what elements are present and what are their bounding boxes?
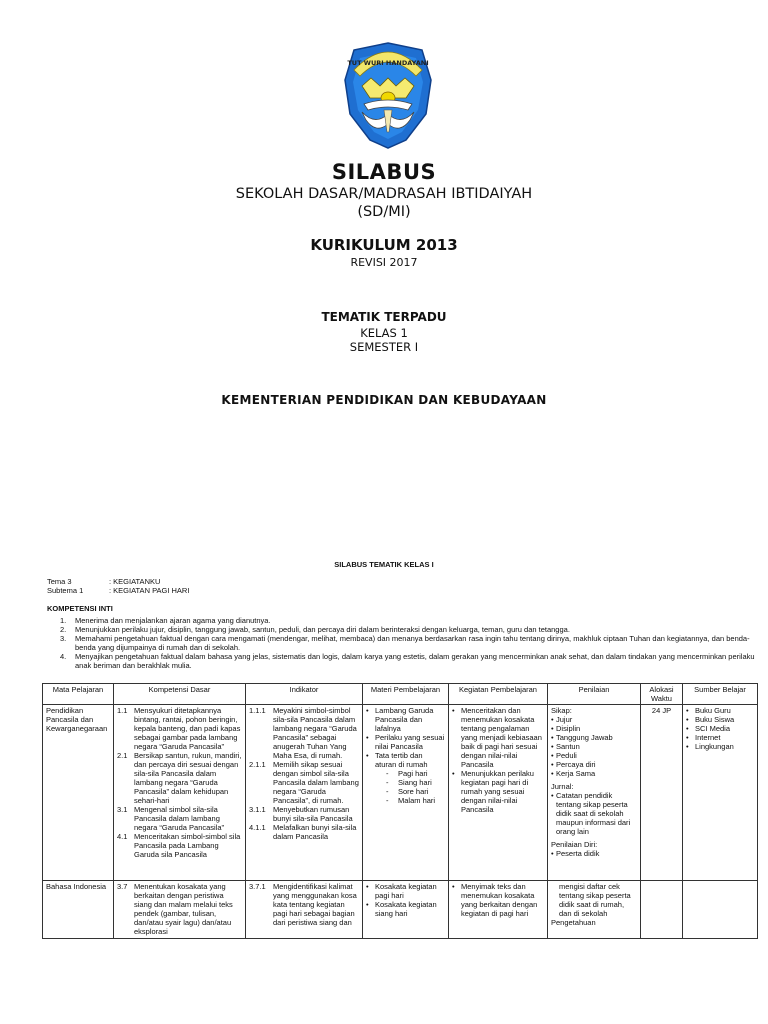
cell-indicator (246, 881, 363, 939)
cover-title: SILABUS (331, 160, 437, 184)
sikap-text: Kerja Sama (556, 769, 596, 778)
grade: KELAS 1 (360, 326, 408, 340)
sikap-text: Tanggung Jawab (556, 733, 613, 742)
diri-subtext: mengisi daftar cek tentang sikap peserta didik saat di rumah, dan di sekolah (559, 882, 631, 918)
bullet-icon: • (366, 751, 369, 760)
sikap-item (551, 769, 637, 778)
sumber-item (686, 733, 754, 742)
kegiatan-text: Menyimak teks dan menemukan kosakata yang berkaitan dengan kegiatan di pagi hari (461, 882, 538, 918)
materi-subtext: Malam hari (398, 796, 436, 805)
ki-num: 2. (60, 625, 67, 634)
bullet-icon: • (366, 900, 369, 909)
th-penilaian: Penilaian (548, 684, 641, 705)
dash-icon: - (386, 796, 389, 805)
materi-item (366, 882, 445, 900)
materi-item (366, 706, 445, 733)
kegiatan-item (452, 769, 544, 814)
ki-text: Memahami pengetahuan faktual dengan cara mengamati (mendengar, melihat, membaca) dan menanya berdasarkan rasa ingin tahu tentang dirinya, makhluk ciptaan Tuhan dan kegiatannya, dan benda-benda yang dijumpainya di rumah dan di sekolah. (75, 634, 750, 652)
indicator-item (249, 805, 359, 823)
dash-icon: - (386, 769, 389, 778)
ministry: KEMENTERIAN PENDIDIKAN DAN KEBUDAYAAN (221, 393, 547, 407)
bullet-icon: • (551, 715, 554, 724)
meta-value: : KEGIATAN PAGI HARI (109, 586, 190, 595)
materi-item (366, 733, 445, 751)
indent-spacer (551, 882, 559, 918)
kd-text: Menentukan kosakata yang berkaitan dengan peristiwa siang dan malam melalui teks pendek (gambar, tulisan, dan/atau syair lagu) dan/atau eksplorasi (134, 882, 233, 936)
bullet-icon: • (551, 849, 554, 858)
school-abbr: (SD/MI) (357, 204, 411, 220)
sikap-item (551, 751, 637, 760)
kd-num: 3.7 (117, 882, 128, 891)
kd-text: Mensyukuri ditetapkannya bintang, rantai, pohon beringin, kepala banteng, dan padi kapas sebagai gambar pada lambang negara “Garuda Pancasila” (134, 706, 241, 751)
diri-text: Peserta didik (556, 849, 600, 858)
th-subject: Mata Pelajaran (43, 684, 114, 705)
materi-item (366, 900, 445, 918)
bullet-icon: • (551, 742, 554, 751)
kd-num: 1.1 (117, 706, 128, 715)
cell-materi (363, 705, 449, 881)
sikap-text: Santun (556, 742, 580, 751)
theme-title: TEMATIK TERPADU (321, 310, 447, 324)
kegiatan-item (452, 882, 544, 918)
bullet-icon: • (366, 882, 369, 891)
cell-materi (363, 881, 449, 939)
sumber-text: SCI Media (695, 724, 731, 733)
materi-subtext: Pagi hari (398, 769, 428, 778)
syllabus-table (42, 683, 758, 939)
sikap-label: Sikap: (551, 706, 572, 715)
indicator-text: Memilih sikap sesuai dengan simbol sila-sila Pancasila dalam lambang negara “Garuda Pancasila”, di rumah. (273, 760, 359, 805)
kd-item (117, 805, 242, 832)
ki-num: 3. (60, 634, 67, 643)
diri-label: Penilaian Diri: (551, 840, 598, 849)
ki-text: Menunjukkan perilaku jujur, disiplin, tanggung jawab, santun, peduli, dan percaya diri dalam berinteraksi dengan keluarga, teman, guru dan tetangga. (75, 625, 570, 634)
kd-item (117, 882, 242, 936)
bullet-icon: • (551, 791, 554, 800)
sumber-item (686, 724, 754, 733)
jurnal-item (551, 791, 637, 836)
bullet-icon: • (366, 733, 369, 742)
cell-penilaian (548, 705, 641, 881)
dash-icon: - (386, 778, 389, 787)
cell-subject: Pendidikan Pancasila dan Kewarganegaraan (43, 705, 114, 881)
bullet-icon: • (551, 760, 554, 769)
ki-num: 1. (60, 616, 67, 625)
bullet-icon: • (686, 742, 689, 751)
bullet-icon: • (686, 733, 689, 742)
curriculum-title: KURIKULUM 2013 (310, 236, 458, 254)
logo-motto: TUT WURI HANDAYANI (347, 59, 429, 67)
diri-item (551, 849, 637, 858)
cell-penilaian (548, 881, 641, 939)
meta-key: Subtema 1 (47, 586, 84, 595)
th-materi: Materi Pembelajaran (363, 684, 449, 705)
cell-kegiatan (449, 705, 548, 881)
th-indicator: Indikator (246, 684, 363, 705)
sumber-text: Internet (695, 733, 721, 742)
sumber-item (686, 706, 754, 715)
materi-item (366, 751, 445, 769)
bullet-icon: • (551, 733, 554, 742)
kegiatan-text: Menunjukkan perilaku kegiatan pagi hari di rumah yang sesuai dengan nilai-nilai Pancasila (461, 769, 534, 814)
indicator-item (249, 882, 359, 927)
ki-text: Menerima dan menjalankan ajaran agama yang dianutnya. (75, 616, 271, 625)
indicator-item (249, 760, 359, 805)
th-sumber: Sumber Belajar (683, 684, 758, 705)
sikap-text: Peduli (556, 751, 577, 760)
bullet-icon: • (686, 724, 689, 733)
kegiatan-item (452, 706, 544, 769)
bullet-icon: • (686, 715, 689, 724)
indicator-item (249, 823, 359, 841)
jurnal-label: Jurnal: (551, 782, 574, 791)
materi-subitem (366, 796, 445, 805)
dash-icon: - (386, 787, 389, 796)
ki-item (60, 652, 760, 670)
indicator-num: 3.1.1 (249, 805, 266, 814)
kd-text: Mengenal simbol sila-sila Pancasila dalam lambang negara “Garuda Pancasila” (134, 805, 225, 832)
sumber-item (686, 715, 754, 724)
indicator-text: Meyakini simbol-simbol sila-sila Pancasila dalam lambang negara “Garuda Pancasila” sebagai anugerah Tuhan Yang Maha Esa, di rumah. (273, 706, 357, 760)
sumber-text: Buku Siswa (695, 715, 735, 724)
sumber-text: Buku Guru (695, 706, 731, 715)
th-kegiatan: Kegiatan Pembelajaran (449, 684, 548, 705)
indicator-num: 3.7.1 (249, 882, 266, 891)
indicator-item (249, 706, 359, 760)
sumber-item (686, 742, 754, 751)
materi-text: Kosakata kegiatan pagi hari (375, 882, 437, 900)
materi-subitem (366, 769, 445, 778)
kd-num: 4.1 (117, 832, 128, 841)
kd-item (117, 751, 242, 805)
cell-alokasi (641, 881, 683, 939)
sikap-item (551, 724, 637, 733)
ki-item (60, 634, 760, 652)
bullet-icon: • (551, 769, 554, 778)
sikap-item (551, 760, 637, 769)
ki-item (60, 616, 760, 625)
materi-text: Kosakata kegiatan siang hari (375, 900, 437, 918)
kd-text: Bersikap santun, rukun, mandiri, dan percaya diri sesuai dengan sila-sila Pancasila dalam lambang negara “Garuda Pancasila” dalam kehidupan sehari-hari (134, 751, 242, 805)
indicator-num: 2.1.1 (249, 760, 266, 769)
meta-row-subtheme (47, 586, 189, 595)
meta-row-theme (47, 577, 189, 586)
sheet-title: SILABUS TEMATIK KELAS I (334, 560, 434, 569)
kd-num: 2.1 (117, 751, 128, 760)
diri-subitem (551, 882, 637, 918)
theme-meta (47, 577, 189, 595)
semester: SEMESTER I (349, 340, 419, 354)
materi-subtext: Siang hari (398, 778, 432, 787)
th-alokasi: Alokasi Waktu (641, 684, 683, 705)
pengetahuan-label: Pengetahuan (551, 918, 596, 927)
ki-num: 4. (60, 652, 67, 661)
kd-text: Menceritakan simbol-simbol sila Pancasila pada Lambang Garuda sila Pancasila (134, 832, 241, 859)
materi-subitem (366, 778, 445, 787)
materi-subtext: Sore hari (398, 787, 429, 796)
th-kd: Kompetensi Dasar (114, 684, 246, 705)
bullet-icon: • (452, 769, 455, 778)
ki-list (60, 616, 760, 670)
materi-text: Perilaku yang sesuai nilai Pancasila (375, 733, 445, 751)
ki-text: Menyajikan pengetahuan faktual dalam bahasa yang jelas, sistematis dan logis, dalam karya yang estetis, dalam gerakan yang mencerminkan anak sehat, dan dalam tindakan yang mencerminkan perilaku anak beriman dan berakhlak mulia. (75, 652, 755, 670)
kd-num: 3.1 (117, 805, 128, 814)
ki-heading: KOMPETENSI INTI (47, 604, 113, 613)
cell-kd (114, 705, 246, 881)
cell-sumber (683, 881, 758, 939)
indicator-text: Mengidentifikasi kalimat yang menggunakan kosa kata tentang kegiatan pagi hari sebagai bagian dari peristiwa siang dan (273, 882, 357, 927)
sikap-item (551, 733, 637, 742)
school-level: SEKOLAH DASAR/MADRASAH IBTIDAIYAH (235, 186, 533, 202)
revision: REVISI 2017 (350, 256, 418, 269)
cell-kd (114, 881, 246, 939)
cell-kegiatan (449, 881, 548, 939)
sikap-text: Jujur (556, 715, 573, 724)
bullet-icon: • (551, 724, 554, 733)
indicator-text: Menyebutkan rumusan bunyi sila-sila Pancasila (273, 805, 353, 823)
indicator-text: Melafalkan bunyi sila-sila dalam Pancasila (273, 823, 357, 841)
bullet-icon: • (452, 882, 455, 891)
table-row (43, 881, 758, 939)
indicator-num: 1.1.1 (249, 706, 266, 715)
kegiatan-text: Menceritakan dan menemukan kosakata tentang pengalaman yang menjadi kebiasaan baik di pagi hari sesuai dengan nilai-nilai Pancasila (461, 706, 542, 769)
bullet-icon: • (366, 706, 369, 715)
materi-text: Lambang Garuda Pancasila dan lafalnya (375, 706, 434, 733)
materi-text: Tata tertib dan aturan di rumah (375, 751, 428, 769)
table-row (43, 705, 758, 881)
cell-sumber (683, 705, 758, 881)
logo-emblem-icon (340, 40, 436, 150)
bullet-icon: • (452, 706, 455, 715)
tut-wuri-handayani-logo (340, 40, 436, 150)
sikap-text: Percaya diri (556, 760, 596, 769)
ki-item (60, 625, 760, 634)
kd-item (117, 706, 242, 751)
sikap-item (551, 715, 637, 724)
kd-item (117, 832, 242, 859)
meta-value: : KEGIATANKU (109, 577, 161, 586)
bullet-icon: • (551, 751, 554, 760)
bullet-icon: • (686, 706, 689, 715)
cell-alokasi: 24 JP (641, 705, 683, 881)
meta-key: Tema 3 (47, 577, 72, 586)
table-header-row (43, 684, 758, 705)
cell-subject: Bahasa Indonesia (43, 881, 114, 939)
sikap-text: Disiplin (556, 724, 581, 733)
sikap-item (551, 742, 637, 751)
jurnal-text: Catatan pendidik tentang sikap peserta didik saat di sekolah maupun informasi dari orang lain (556, 791, 631, 836)
sumber-text: Lingkungan (695, 742, 734, 751)
materi-subitem (366, 787, 445, 796)
indicator-num: 4.1.1 (249, 823, 266, 832)
cell-indicator (246, 705, 363, 881)
